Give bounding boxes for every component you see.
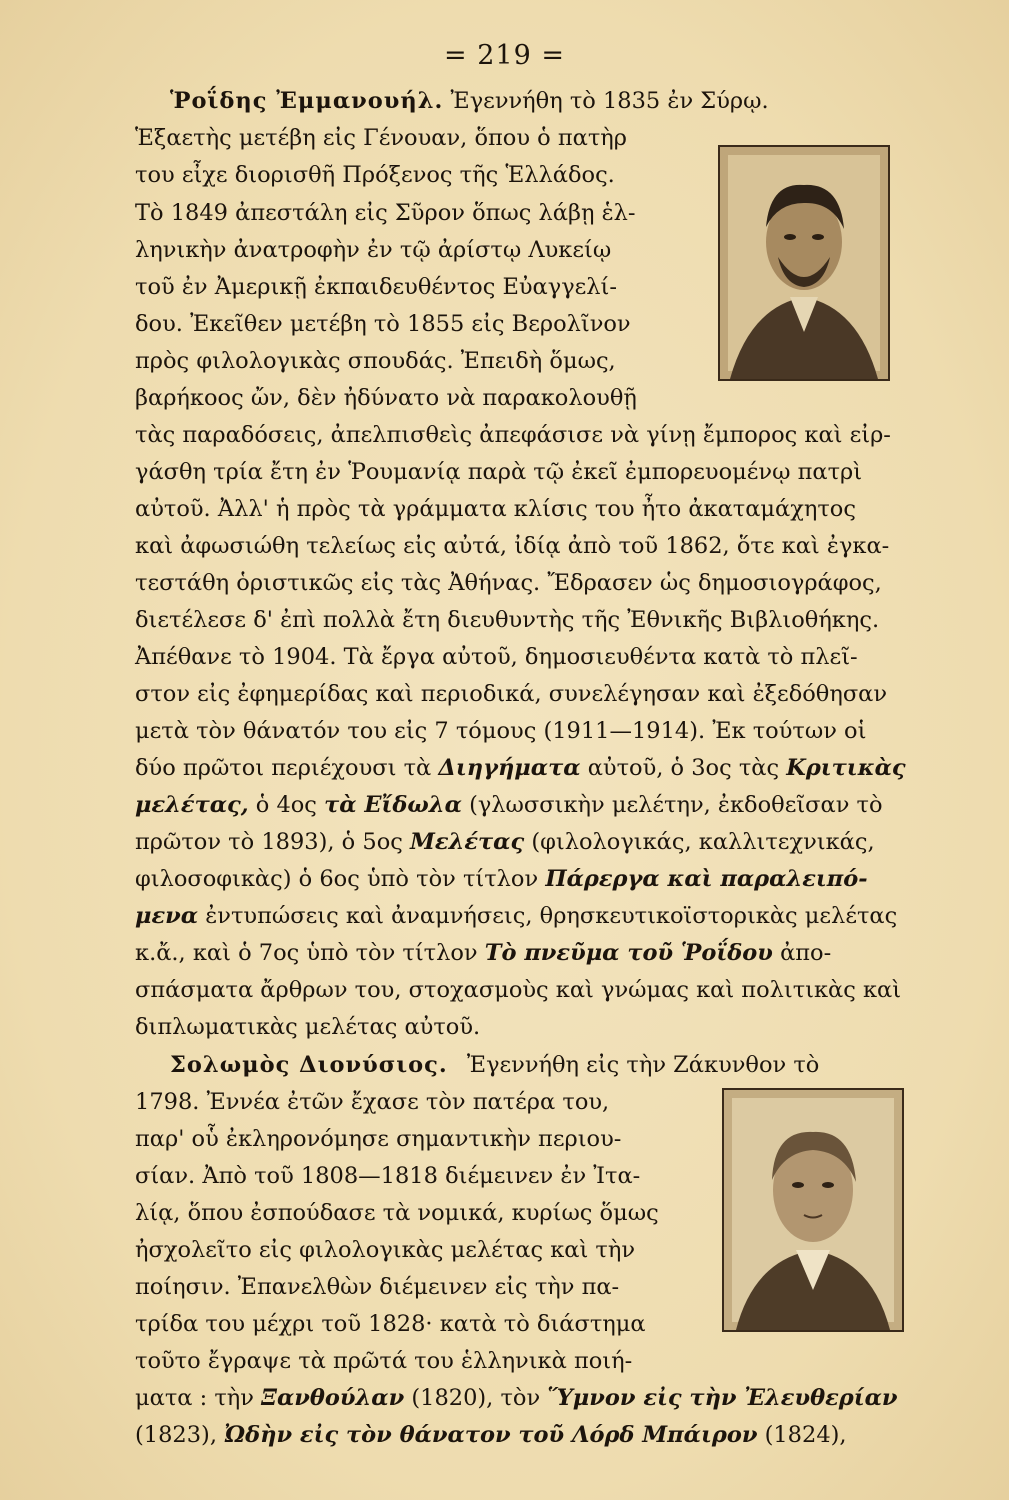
text-line: γάσθη τρία ἔτη ἐν Ῥουμανίᾳ παρὰ τῷ ἐκεῖ ἐμπορευομένῳ πατρὶ [135,459,863,485]
text-line: αὐτοῦ. Ἀλλ' ἡ πρὸς τὰ γράμματα κλίσις του ἦτο ἀκαταμάχητος [135,496,856,522]
text-line: τὰς παραδόσεις, ἀπελπισθεὶς ἀπεφάσισε νὰ γίνῃ ἔμπορος καὶ εἰρ- [135,422,891,448]
text-run: πρῶτον τὸ 1893), ὁ 5ος [135,829,410,855]
text-line [135,1418,847,1452]
text-line [135,788,883,822]
text-line: σπάσματα ἄρθρων του, στοχασμοὺς καὶ γνώμας καὶ πολιτικὰς καὶ [135,977,902,1003]
text-run: ματα : τὴν [135,1385,262,1411]
text-line: Ἐγεννήθη εἰς τὴν Ζάκυνθον τὸ [466,1052,820,1078]
work-title: Μελέτας [410,829,525,855]
text-run: (1824), [757,1422,847,1448]
text-line: Ἐγεννήθη τὸ 1835 ἐν Σύρῳ. [450,88,769,114]
text-line [135,899,897,933]
text-run: ἐντυπώσεις καὶ ἀναμνήσεις, θρησκευτικοϊστορικὰς μελέτας [198,903,898,929]
text-run: δύο πρῶτοι περιέχουσι τὰ [135,755,439,781]
text-line: διετέλεσε δ' ἐπὶ πολλὰ ἔτη διευθυντὴς τῆς Ἐθνικῆς Βιβλιοθήκης. [135,607,880,633]
text-line: δου. Ἐκεῖθεν μετέβη τὸ 1855 εἰς Βερολῖνον [135,311,631,337]
text-run: (γλωσσικὴν μελέτην, ἐκδοθεῖσαν τὸ [461,792,883,818]
text-line: ἠσχολεῖτο εἰς φιλολογικὰς μελέτας καὶ τὴν [135,1237,636,1263]
entry-heading-roidis: Ῥοΐδης Ἐμμανουήλ. [170,88,444,114]
text-line: στον εἰς ἐφημερίδας καὶ περιοδικά, συνελέγησαν καὶ ἐξεδόθησαν [135,681,888,707]
portrait-roidis-image [718,145,890,381]
text-line: τεστάθη ὁριστικῶς εἰς τὰς Ἀθήνας. Ἔδρασεν ὡς δημοσιογράφος, [135,570,882,596]
text-line [135,936,831,970]
text-line: σίαν. Ἀπὸ τοῦ 1808—1818 διέμεινεν ἐν Ἰτα- [135,1163,641,1189]
work-title: τὰ Εἴδωλα [324,792,462,818]
work-title: Τὸ πνεῦμα τοῦ Ῥοΐδου [484,940,773,966]
text-run: κ.ἄ., καὶ ὁ 7ος ὑπὸ τὸν τίτλον [135,940,485,966]
text-line: τρίδα του μέχρι τοῦ 1828· κατὰ τὸ διάστημα [135,1311,646,1337]
text-run: φιλοσοφικὰς) ὁ 6ος ὑπὸ τὸν τίτλον [135,866,546,892]
text-line: καὶ ἀφωσιώθη τελείως εἰς αὐτά, ἰδίᾳ ἀπὸ τοῦ 1862, ὅτε καὶ ἐγκα- [135,533,890,559]
text-run: (1820), τὸν [404,1385,548,1411]
work-title: Ὠδὴν εἰς τὸν θάνατον τοῦ Λόρδ Μπάιρον [224,1422,758,1448]
entry-heading-solomos: Σολωμὸς Διονύσιος. [170,1052,448,1078]
text-line: Τὸ 1849 ἀπεστάλη εἰς Σῦρον ὅπως λάβῃ ἑλ- [135,200,636,226]
text-line: Ἑξαετὴς μετέβη εἰς Γένουαν, ὅπου ὁ πατὴρ [135,125,628,151]
work-title: Ὕμνον εἰς τὴν Ἐλευθερίαν [547,1385,898,1411]
text-line: ληνικὴν ἀνατροφὴν ἐν τῷ ἀρίστῳ Λυκείῳ [135,237,612,263]
text-line [135,751,906,785]
text-line: Ἀπέθανε τὸ 1904. Τὰ ἔργα αὐτοῦ, δημοσιευθέντα κατὰ τὸ πλεῖ- [135,644,858,670]
text-line: βαρήκοος ὤν, δὲν ἠδύνατο νὰ παρακολουθῇ [135,385,637,411]
text-run: αὐτοῦ, ὁ 3ος τὰς [580,755,787,781]
text-line: πρὸς φιλολογικὰς σπουδάς. Ἐπειδὴ ὅμως, [135,348,616,374]
work-title: Ξανθούλαν [261,1385,405,1411]
work-title: Κριτικὰς [786,755,906,781]
text-line: 1798. Ἐννέα ἐτῶν ἔχασε τὸν πατέρα του, [135,1089,610,1115]
text-line [135,825,875,859]
text-line: ποίησιν. Ἐπανελθὼν διέμεινεν εἰς τὴν πα- [135,1274,620,1300]
text-line: μετὰ τὸν θάνατόν του εἰς 7 τόμους (1911—1914). Ἐκ τούτων οἱ [135,718,867,744]
work-title: Πάρεργα καὶ παραλειπό- [545,866,868,892]
text-line: τοῦ ἐν Ἀμερικῇ ἐκπαιδευθέντος Εὐαγγελί- [135,274,617,300]
portrait-solomos-image [722,1088,904,1332]
text-run: ὁ 4ος [248,792,325,818]
work-title: Διηγήματα [438,755,581,781]
text-line: παρ' οὗ ἐκληρονόμησε σημαντικὴν περιου- [135,1126,622,1152]
text-line: του εἶχε διορισθῆ Πρόξενος τῆς Ἑλλάδος. [135,162,615,188]
text-run: (1823), [135,1422,225,1448]
text-run: (φιλολογικάς, καλλιτεχνικάς, [524,829,875,855]
text-line [135,862,868,896]
text-line: διπλωματικὰς μελέτας αὐτοῦ. [135,1014,481,1040]
text-run: ἀπο- [772,940,832,966]
page-number: = 219 = [444,40,565,71]
work-title: μενα [135,903,199,929]
text-line: τοῦτο ἔγραψε τὰ πρῶτά του ἑλληνικὰ ποιή- [135,1348,633,1374]
work-title: μελέτας, [135,792,249,818]
text-line: λίᾳ, ὅπου ἐσπούδασε τὰ νομικά, κυρίως ὅμως [135,1200,659,1226]
text-line [135,1381,898,1415]
